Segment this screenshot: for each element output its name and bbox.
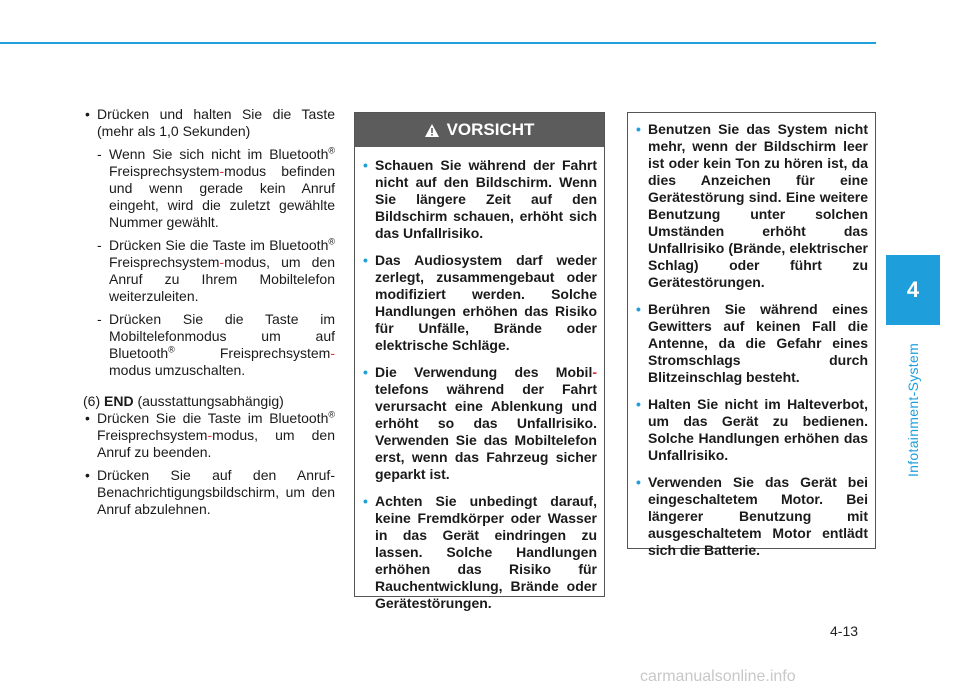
list-item: • Berühren Sie während eines Gewitters auf keinen Fall die Antenne, da die Gefahr eines Stromschlags durch Blitzeinschlag besteht. [636,301,868,386]
list-item: • Drücken und halten Sie die Taste (mehr als 1,0 Sekunden) [83,106,335,140]
chapter-title: Infotainment-System [905,342,921,478]
chapter-number: 4 [906,277,920,302]
caution-box [354,112,605,611]
list-item: - Wenn Sie sich nicht im Bluetooth® Freisprechsystem-modus befinden und wenn gerade kein Anruf eingeht, wird die zuletzt gewählte Nummer gewählt. [83,146,335,231]
caution-title: VORSICHT [446,120,535,139]
chapter-tab[interactable] [886,255,940,325]
list-item: • Die Verwendung des Mobil-telefons während der Fahrt verursacht eine Ablenkung und erhöht so das Unfallrisiko. Verwenden Sie das Mobiltelefon erst, wenn das Fahrzeug sicher geparkt ist. [363,364,597,483]
list-item: - Drücken Sie die Taste im Mobiltelefonmodus um auf Bluetooth® Freisprechsystem-modus umzuschalten. [83,311,335,379]
chapter-label [903,335,923,485]
instructions-column [83,106,335,518]
caution-continued-box [627,112,876,558]
watermark: carmanualsonline.info [640,668,796,685]
list-item: • Verwenden Sie das Gerät bei eingeschaltetem Motor. Bei längerer Benutzung mit ausgeschaltetem Motor entlädt sich die Batterie. [636,474,868,559]
warning-icon [425,124,439,137]
list-item: • Schauen Sie während der Fahrt nicht auf den Bildschirm. Wenn Sie längere Zeit auf den Bildschirm schauen, erhöht sich das Unfallrisiko. [363,157,597,242]
list-item: • Achten Sie unbedingt darauf, keine Fremdkörper oder Wasser in das Gerät eindringen zu lassen. Solche Handlungen erhöhen das Risiko für Rauchentwicklung, Brände oder Gerätestörungen. [363,493,597,612]
header-rule [0,42,876,44]
caution-header [355,113,604,147]
page-number: 4-13 [830,623,859,639]
list-item: • Halten Sie nicht im Halteverbot, um das Gerät zu bedienen. Solche Handlungen erhöhen das Unfallrisiko. [636,396,868,464]
section-heading: (6) END (ausstattungsabhängig) [83,393,284,409]
list-item: • Drücken Sie auf den Anruf-Benachrichtigungsbildschirm, um den Anruf abzulehnen. [83,467,335,518]
list-item: • Benutzen Sie das System nicht mehr, wenn der Bildschirm leer ist oder kein Ton zu hören ist, da dies Anzeichen für eine Gerätestörung sind. Eine weitere Benutzung unter solchen Umständen erhöht das Unfallrisiko (Brände, elektrischer Schlag) oder führt zu Gerätestörungen. [636,121,868,291]
list-item: • Das Audiosystem darf weder zerlegt, zusammengebaut oder modifiziert werden. Solche Handlungen erhöhen das Risiko für Unfälle, Brände oder elektrische Schläge. [363,252,597,354]
list-item: • Drücken Sie die Taste im Bluetooth® Freisprechsystem-modus, um den Anruf zu beenden. [83,410,335,461]
list-item: - Drücken Sie die Taste im Bluetooth® Freisprechsystem-modus, um den Anruf zu Ihrem Mobiltelefon weiterzuleiten. [83,237,335,305]
